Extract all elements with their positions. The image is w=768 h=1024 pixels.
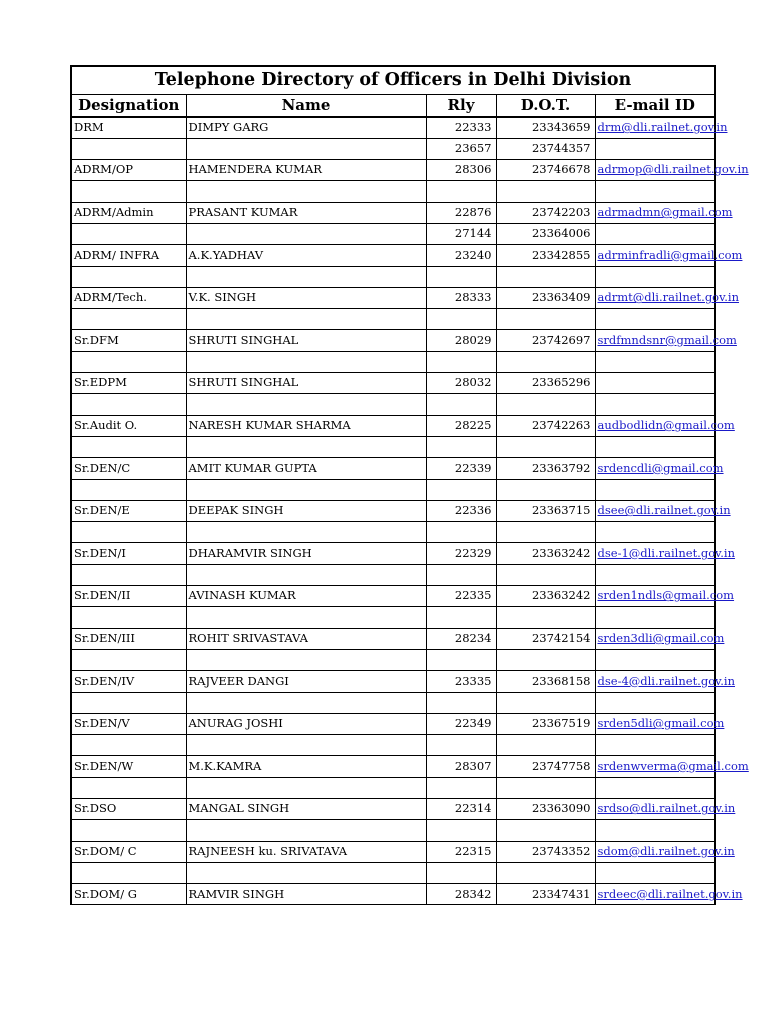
rly-phone-cell: 22315 xyxy=(426,841,496,862)
designation-cell xyxy=(71,479,186,500)
dot-phone-cell xyxy=(496,181,595,202)
email-cell xyxy=(595,138,715,159)
header-email: E-mail ID xyxy=(595,94,715,117)
dot-phone-cell xyxy=(496,820,595,841)
page-title: Telephone Directory of Officers in Delhi Division xyxy=(71,66,715,94)
table-row xyxy=(71,756,715,777)
table-row xyxy=(71,330,715,351)
table-row xyxy=(71,799,715,820)
designation-cell xyxy=(71,138,186,159)
email-cell xyxy=(595,884,743,905)
name-cell xyxy=(186,436,426,457)
rly-phone-cell: 28032 xyxy=(426,373,496,394)
designation-cell xyxy=(71,223,186,244)
rly-phone-cell: 28342 xyxy=(426,884,496,905)
email-cell xyxy=(595,692,715,713)
email-cell xyxy=(595,500,731,521)
designation-cell: ADRM/ INFRA xyxy=(71,245,186,266)
email-link[interactable]: srden5dli@gmail.com xyxy=(597,716,725,731)
designation-cell xyxy=(71,522,186,543)
name-cell xyxy=(186,309,426,330)
name-cell: A.K.YADHAV xyxy=(186,245,426,266)
name-cell: SHRUTI SINGHAL xyxy=(186,373,426,394)
dot-phone-cell xyxy=(496,692,595,713)
rly-phone-cell xyxy=(426,479,496,500)
email-cell xyxy=(595,202,733,223)
email-cell xyxy=(595,266,715,287)
dot-phone-cell: 23365296 xyxy=(496,373,595,394)
table-row xyxy=(71,649,715,670)
email-link[interactable]: dse-4@dli.railnet.gov.in xyxy=(597,673,736,688)
email-link[interactable]: srdenwverma@gmail.com xyxy=(597,758,749,773)
designation-cell: Sr.DOM/ C xyxy=(71,841,186,862)
designation-cell: Sr.DEN/W xyxy=(71,756,186,777)
table-row xyxy=(71,373,715,394)
table-row xyxy=(71,160,715,181)
dot-phone-cell xyxy=(496,309,595,330)
email-cell xyxy=(595,522,715,543)
rly-phone-cell xyxy=(426,649,496,670)
email-cell xyxy=(595,649,715,670)
rly-phone-cell: 28307 xyxy=(426,756,496,777)
dot-phone-cell xyxy=(496,735,595,756)
rly-phone-cell: 28306 xyxy=(426,160,496,181)
rly-phone-cell xyxy=(426,692,496,713)
designation-cell xyxy=(71,649,186,670)
dot-phone-cell xyxy=(496,351,595,372)
rly-phone-cell xyxy=(426,436,496,457)
email-cell xyxy=(595,245,743,266)
table-row xyxy=(71,735,715,756)
rly-phone-cell: 22314 xyxy=(426,799,496,820)
table-row xyxy=(71,628,715,649)
name-cell xyxy=(186,138,426,159)
name-cell: DEEPAK SINGH xyxy=(186,500,426,521)
name-cell: AVINASH KUMAR xyxy=(186,586,426,607)
designation-cell xyxy=(71,820,186,841)
header-name: Name xyxy=(186,94,426,117)
rly-phone-cell: 23657 xyxy=(426,138,496,159)
dot-phone-cell: 23363242 xyxy=(496,586,595,607)
designation-cell: Sr.DEN/E xyxy=(71,500,186,521)
name-cell xyxy=(186,564,426,585)
designation-cell: Sr.DEN/C xyxy=(71,458,186,479)
dot-phone-cell: 23347431 xyxy=(496,884,595,905)
name-cell: MANGAL SINGH xyxy=(186,799,426,820)
name-cell: ANURAG JOSHI xyxy=(186,713,426,734)
designation-cell: Sr.DEN/V xyxy=(71,713,186,734)
header-row xyxy=(71,94,715,117)
email-link[interactable]: srden1ndls@gmail.com xyxy=(597,588,735,603)
table-row xyxy=(71,479,715,500)
designation-cell: ADRM/Admin xyxy=(71,202,186,223)
rly-phone-cell: 28029 xyxy=(426,330,496,351)
dot-phone-cell xyxy=(496,266,595,287)
designation-cell xyxy=(71,436,186,457)
header-designation: Designation xyxy=(71,94,186,117)
email-cell xyxy=(595,820,715,841)
email-cell xyxy=(595,479,715,500)
table-row xyxy=(71,351,715,372)
email-cell xyxy=(595,330,737,351)
designation-cell xyxy=(71,266,186,287)
table-row xyxy=(71,394,715,415)
rly-phone-cell: 27144 xyxy=(426,223,496,244)
rly-phone-cell: 22329 xyxy=(426,543,496,564)
rly-phone-cell: 23240 xyxy=(426,245,496,266)
email-link[interactable]: audbodlidn@gmail.com xyxy=(597,418,735,433)
dot-phone-cell: 23742263 xyxy=(496,415,595,436)
name-cell xyxy=(186,522,426,543)
table-row xyxy=(71,884,715,905)
rly-phone-cell xyxy=(426,564,496,585)
table-row xyxy=(71,138,715,159)
rly-phone-cell: 22333 xyxy=(426,117,496,138)
name-cell xyxy=(186,351,426,372)
name-cell: AMIT KUMAR GUPTA xyxy=(186,458,426,479)
email-cell xyxy=(595,756,749,777)
email-link[interactable]: srden3dli@gmail.com xyxy=(597,631,725,646)
table-row xyxy=(71,564,715,585)
designation-cell: DRM xyxy=(71,117,186,138)
designation-cell xyxy=(71,564,186,585)
name-cell: DHARAMVIR SINGH xyxy=(186,543,426,564)
rly-phone-cell xyxy=(426,266,496,287)
dot-phone-cell: 23363409 xyxy=(496,287,595,308)
table-row xyxy=(71,820,715,841)
header-dot: D.O.T. xyxy=(496,94,595,117)
email-cell xyxy=(595,735,715,756)
officer-directory-table xyxy=(70,65,749,905)
dot-phone-cell: 23746678 xyxy=(496,160,595,181)
dot-phone-cell xyxy=(496,649,595,670)
email-cell xyxy=(595,586,735,607)
table-row xyxy=(71,202,715,223)
dot-phone-cell: 23744357 xyxy=(496,138,595,159)
rly-phone-cell xyxy=(426,820,496,841)
rly-phone-cell: 22339 xyxy=(426,458,496,479)
dot-phone-cell xyxy=(496,564,595,585)
name-cell: HAMENDERA KUMAR xyxy=(186,160,426,181)
email-cell xyxy=(595,287,739,308)
email-link[interactable]: adrmt@dli.railnet.gov.in xyxy=(597,290,739,305)
dot-phone-cell xyxy=(496,777,595,798)
rly-phone-cell xyxy=(426,309,496,330)
designation-cell xyxy=(71,309,186,330)
dot-phone-cell: 23364006 xyxy=(496,223,595,244)
name-cell: SHRUTI SINGHAL xyxy=(186,330,426,351)
rly-phone-cell xyxy=(426,522,496,543)
name-cell: NARESH KUMAR SHARMA xyxy=(186,415,426,436)
name-cell: M.K.KAMRA xyxy=(186,756,426,777)
email-link[interactable]: sdom@dli.railnet.gov.in xyxy=(597,843,735,858)
name-cell xyxy=(186,223,426,244)
dot-phone-cell: 23743352 xyxy=(496,841,595,862)
email-cell xyxy=(595,628,725,649)
email-cell xyxy=(595,181,715,202)
email-cell xyxy=(595,223,715,244)
rly-phone-cell xyxy=(426,862,496,883)
table-row xyxy=(71,522,715,543)
email-link[interactable]: srdencdli@gmail.com xyxy=(597,460,724,475)
email-cell xyxy=(595,394,715,415)
rly-phone-cell xyxy=(426,777,496,798)
designation-cell: Sr.DSO xyxy=(71,799,186,820)
rly-phone-cell xyxy=(426,735,496,756)
name-cell: ROHIT SRIVASTAVA xyxy=(186,628,426,649)
email-cell xyxy=(595,713,725,734)
dot-phone-cell xyxy=(496,607,595,628)
rly-phone-cell: 22876 xyxy=(426,202,496,223)
table-row xyxy=(71,713,715,734)
table-row xyxy=(71,287,715,308)
designation-cell: Sr.DOM/ G xyxy=(71,884,186,905)
dot-phone-cell: 23742154 xyxy=(496,628,595,649)
name-cell xyxy=(186,607,426,628)
name-cell xyxy=(186,479,426,500)
dot-phone-cell: 23367519 xyxy=(496,713,595,734)
email-cell xyxy=(595,373,715,394)
dot-phone-cell: 23363242 xyxy=(496,543,595,564)
designation-cell xyxy=(71,862,186,883)
designation-cell: Sr.DEN/II xyxy=(71,586,186,607)
designation-cell xyxy=(71,181,186,202)
rly-phone-cell xyxy=(426,351,496,372)
email-link[interactable]: srdfmndsnr@gmail.com xyxy=(597,332,737,347)
email-cell xyxy=(595,564,715,585)
designation-cell xyxy=(71,394,186,415)
name-cell: V.K. SINGH xyxy=(186,287,426,308)
email-cell xyxy=(595,309,715,330)
rly-phone-cell: 22335 xyxy=(426,586,496,607)
email-link[interactable]: adrminfradli@gmail.com xyxy=(597,247,743,262)
designation-cell xyxy=(71,692,186,713)
table-row xyxy=(71,415,715,436)
table-row xyxy=(71,543,715,564)
email-cell xyxy=(595,671,736,692)
table-row xyxy=(71,436,715,457)
rly-phone-cell xyxy=(426,607,496,628)
name-cell xyxy=(186,692,426,713)
dot-phone-cell xyxy=(496,479,595,500)
rly-phone-cell: 28234 xyxy=(426,628,496,649)
email-cell xyxy=(595,351,715,372)
email-cell xyxy=(595,160,749,181)
name-cell xyxy=(186,820,426,841)
table-row xyxy=(71,586,715,607)
header-rly: Rly xyxy=(426,94,496,117)
name-cell xyxy=(186,777,426,798)
designation-cell: Sr.DFM xyxy=(71,330,186,351)
dot-phone-cell: 23363090 xyxy=(496,799,595,820)
designation-cell xyxy=(71,735,186,756)
table-row xyxy=(71,607,715,628)
rly-phone-cell xyxy=(426,181,496,202)
email-link[interactable]: adrmop@dli.railnet.gov.in xyxy=(597,162,749,177)
dot-phone-cell: 23742697 xyxy=(496,330,595,351)
designation-cell xyxy=(71,777,186,798)
table-row xyxy=(71,692,715,713)
rly-phone-cell xyxy=(426,394,496,415)
table-row xyxy=(71,223,715,244)
email-link[interactable]: drm@dli.railnet.gov.in xyxy=(597,120,728,135)
email-link[interactable]: dse-1@dli.railnet.gov.in xyxy=(597,545,736,560)
designation-cell: Sr.DEN/I xyxy=(71,543,186,564)
email-link[interactable]: srdso@dli.railnet.gov.in xyxy=(597,801,736,816)
rly-phone-cell: 28333 xyxy=(426,287,496,308)
table-row xyxy=(71,777,715,798)
table-row xyxy=(71,841,715,862)
dot-phone-cell xyxy=(496,436,595,457)
dot-phone-cell: 23343659 xyxy=(496,117,595,138)
rly-phone-cell: 23335 xyxy=(426,671,496,692)
email-cell xyxy=(595,799,736,820)
email-link[interactable]: adrmadmn@gmail.com xyxy=(597,205,733,220)
rly-phone-cell: 22349 xyxy=(426,713,496,734)
rly-phone-cell: 22336 xyxy=(426,500,496,521)
email-cell xyxy=(595,117,728,138)
directory-rows xyxy=(71,117,749,905)
name-cell xyxy=(186,649,426,670)
dot-phone-cell: 23342855 xyxy=(496,245,595,266)
designation-cell xyxy=(71,607,186,628)
email-cell xyxy=(595,607,715,628)
table-row xyxy=(71,500,715,521)
designation-cell: Sr.Audit O. xyxy=(71,415,186,436)
email-cell xyxy=(595,543,736,564)
name-cell: RAJNEESH ku. SRIVATAVA xyxy=(186,841,426,862)
email-cell xyxy=(595,841,735,862)
dot-phone-cell xyxy=(496,522,595,543)
name-cell: PRASANT KUMAR xyxy=(186,202,426,223)
table-row xyxy=(71,458,715,479)
dot-phone-cell: 23742203 xyxy=(496,202,595,223)
email-cell xyxy=(595,862,715,883)
table-row xyxy=(71,266,715,287)
name-cell xyxy=(186,862,426,883)
email-cell xyxy=(595,436,715,457)
dot-phone-cell: 23747758 xyxy=(496,756,595,777)
email-link[interactable]: dsee@dli.railnet.gov.in xyxy=(597,503,731,518)
designation-cell: ADRM/OP xyxy=(71,160,186,181)
name-cell xyxy=(186,266,426,287)
name-cell: RAJVEER DANGI xyxy=(186,671,426,692)
dot-phone-cell: 23368158 xyxy=(496,671,595,692)
email-link[interactable]: srdeec@dli.railnet.gov.in xyxy=(597,886,743,901)
title-row xyxy=(71,66,715,94)
name-cell: DIMPY GARG xyxy=(186,117,426,138)
name-cell xyxy=(186,394,426,415)
name-cell xyxy=(186,735,426,756)
email-cell xyxy=(595,415,735,436)
designation-cell: Sr.DEN/III xyxy=(71,628,186,649)
dot-phone-cell xyxy=(496,862,595,883)
table-row xyxy=(71,181,715,202)
table-row xyxy=(71,309,715,330)
name-cell xyxy=(186,181,426,202)
designation-cell: Sr.DEN/IV xyxy=(71,671,186,692)
table-row xyxy=(71,671,715,692)
email-cell xyxy=(595,777,715,798)
dot-phone-cell: 23363715 xyxy=(496,500,595,521)
table-row xyxy=(71,117,715,138)
designation-cell: Sr.EDPM xyxy=(71,373,186,394)
designation-cell xyxy=(71,351,186,372)
dot-phone-cell xyxy=(496,394,595,415)
email-cell xyxy=(595,458,724,479)
table-row xyxy=(71,245,715,266)
name-cell: RAMVIR SINGH xyxy=(186,884,426,905)
dot-phone-cell: 23363792 xyxy=(496,458,595,479)
designation-cell: ADRM/Tech. xyxy=(71,287,186,308)
table-row xyxy=(71,862,715,883)
rly-phone-cell: 28225 xyxy=(426,415,496,436)
